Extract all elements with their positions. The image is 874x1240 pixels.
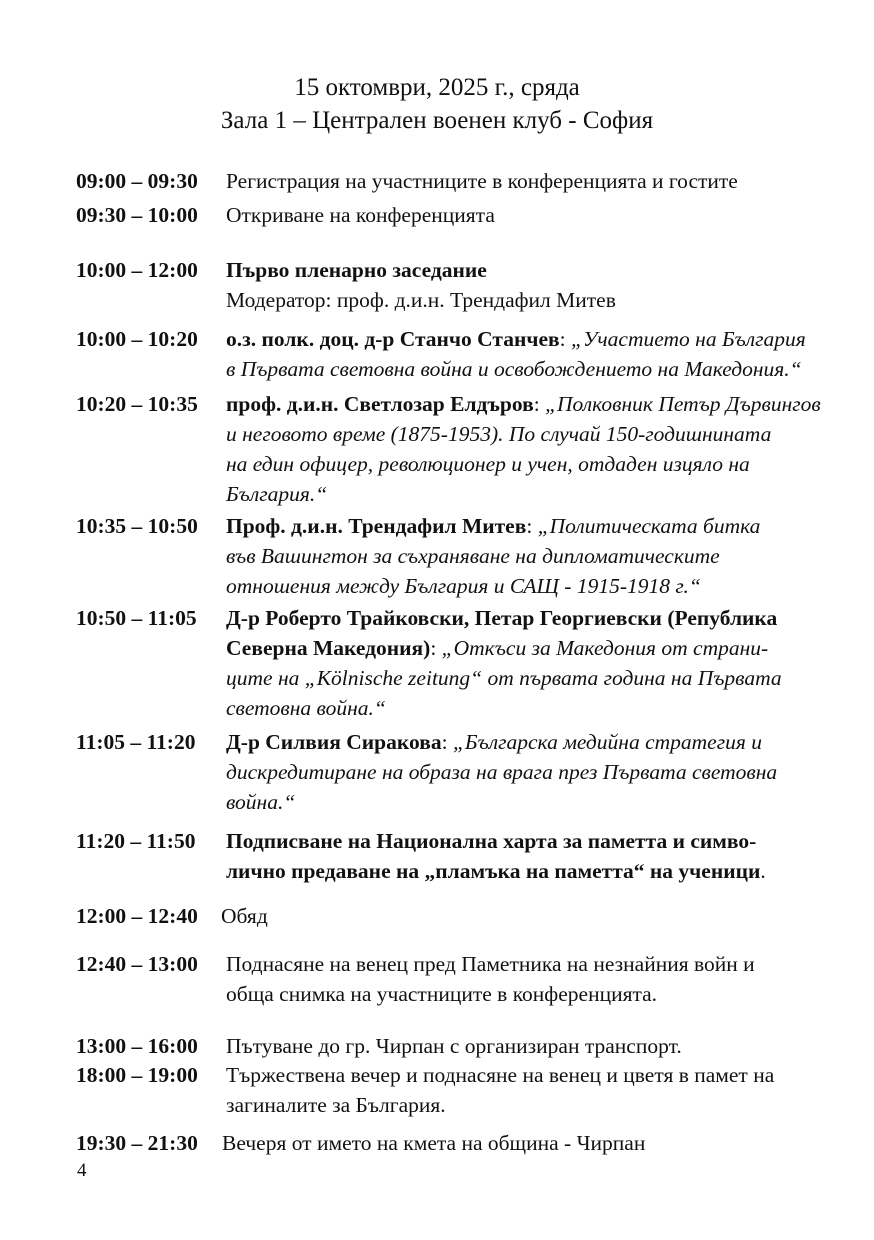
item-text: Подписване на Национална харта за паметта и симво- лично предаване на „пламъка на паметта“ на ученици. (226, 829, 766, 883)
time-slot: 19:30 – 21:30 (76, 1131, 198, 1155)
speaker-name: о.з. полк. доц. д-р Станчо Станчев (226, 327, 560, 351)
time-slot: 11:05 – 11:20 (76, 730, 196, 754)
item-text: Проф. д.и.н. Трендафил Митев: „Политическата битка във Вашингтон за съхраняване на дипломатическите отношения между България и САЩ - 1915-1918 г.“ (226, 511, 796, 601)
item-text: Обяд (221, 904, 268, 928)
time-slot: 10:20 – 10:35 (76, 392, 198, 416)
time-slot: 09:00 – 09:30 (76, 169, 198, 193)
venue-line: Зала 1 – Централен военен клуб - София (220, 107, 654, 134)
talk-title: „Българска медийна стратегия и (452, 730, 762, 754)
talk-title: „Политическата битка (537, 514, 761, 538)
item-text: Регистрация на участниците в конференцията и гостите (226, 169, 738, 193)
talk-title: на един офицер, революционер и учен, отдаден изцяло на (226, 452, 750, 476)
page-number: 4 (77, 1160, 87, 1181)
talk-title: „Откъси за Македония от страни- (441, 636, 769, 660)
time-slot: 12:00 – 12:40 (76, 904, 198, 928)
time-slot: 10:50 – 11:05 (76, 606, 197, 630)
speaker-name: Д-р Силвия Сиракова (226, 730, 442, 754)
time-slot: 13:00 – 16:00 (76, 1034, 198, 1058)
session-title: Първо пленарно заседание (226, 258, 487, 282)
item-text: Вечеря от името на кмета на община - Чирпан (222, 1131, 646, 1155)
item-text: о.з. полк. доц. д-р Станчо Станчев: „Участието на България в Първата световна война и освобождението на Македония.“ (226, 324, 796, 384)
talk-title: в Първата световна война и освобождението на Македония.“ (226, 357, 802, 381)
speaker-name: Д-р Роберто Трайковски, Петар Георгиевски (Република (226, 606, 778, 630)
time-slot: 18:00 – 19:00 (76, 1063, 198, 1087)
time-slot: 10:00 – 12:00 (76, 258, 198, 282)
talk-title: във Вашингтон за съхраняване на дипломатическите (226, 544, 720, 568)
time-slot: 10:00 – 10:20 (76, 327, 198, 351)
speaker-name: Проф. д.и.н. Трендафил Митев (226, 514, 527, 538)
speaker-name: проф. д.и.н. Светлозар Елдъров (226, 392, 534, 416)
talk-title: отношения между България и САЩ - 1915-1918 г.“ (226, 574, 701, 598)
item-text: проф. д.и.н. Светлозар Елдъров: „Полковник Петър Дървингов и неговото време (1875-1953). По случай 150-годишнината на един офицер, революционер и учен, отдаден изцяло на България.“ (226, 389, 796, 509)
talk-title: „Полковник Петър Дървингов (545, 392, 821, 416)
item-text: Пътуване до гр. Чирпан с организиран транспорт. (226, 1034, 682, 1058)
talk-title: „Участието на България (571, 327, 806, 351)
item-text (226, 255, 796, 315)
item-text: Поднасяне на венец пред Паметника на незнайния войн и обща снимка на участниците в конференцията. (226, 952, 755, 1006)
talk-title: ците на „Kölnische zeitung“ от първата година на Първата (226, 666, 782, 690)
talk-title: световна война.“ (226, 696, 386, 720)
talk-title: и неговото време (1875-1953). По случай 150-годишнината (226, 422, 772, 446)
time-slot: 09:30 – 10:00 (76, 203, 198, 227)
item-text: Д-р Силвия Сиракова: „Българска медийна стратегия и дискредитиране на образа на врага през Първата световна война.“ (226, 727, 796, 817)
time-slot: 10:35 – 10:50 (76, 514, 198, 538)
speaker-name: Северна Македония) (226, 636, 431, 660)
talk-title: война.“ (226, 790, 296, 814)
talk-title: България.“ (226, 482, 328, 506)
item-text: Д-р Роберто Трайковски, Петар Георгиевски (Република Северна Македония): „Откъси за Македония от страни- ците на „Kölnische zeitung“ от първата година на Първата световна война.“ (226, 603, 796, 723)
item-text: Тържествена вечер и поднасяне на венец и цветя в памет на загиналите за България. (226, 1063, 775, 1117)
time-slot: 12:40 – 13:00 (76, 952, 198, 976)
moderator: Модератор: проф. д.и.н. Трендафил Митев (226, 288, 616, 312)
time-slot: 11:20 – 11:50 (76, 829, 196, 853)
item-text: Откриване на конференцията (226, 203, 495, 227)
talk-title: дискредитиране на образа на врага през Първата световна (226, 760, 778, 784)
date-line: 15 октомври, 2025 г., сряда (294, 74, 580, 101)
